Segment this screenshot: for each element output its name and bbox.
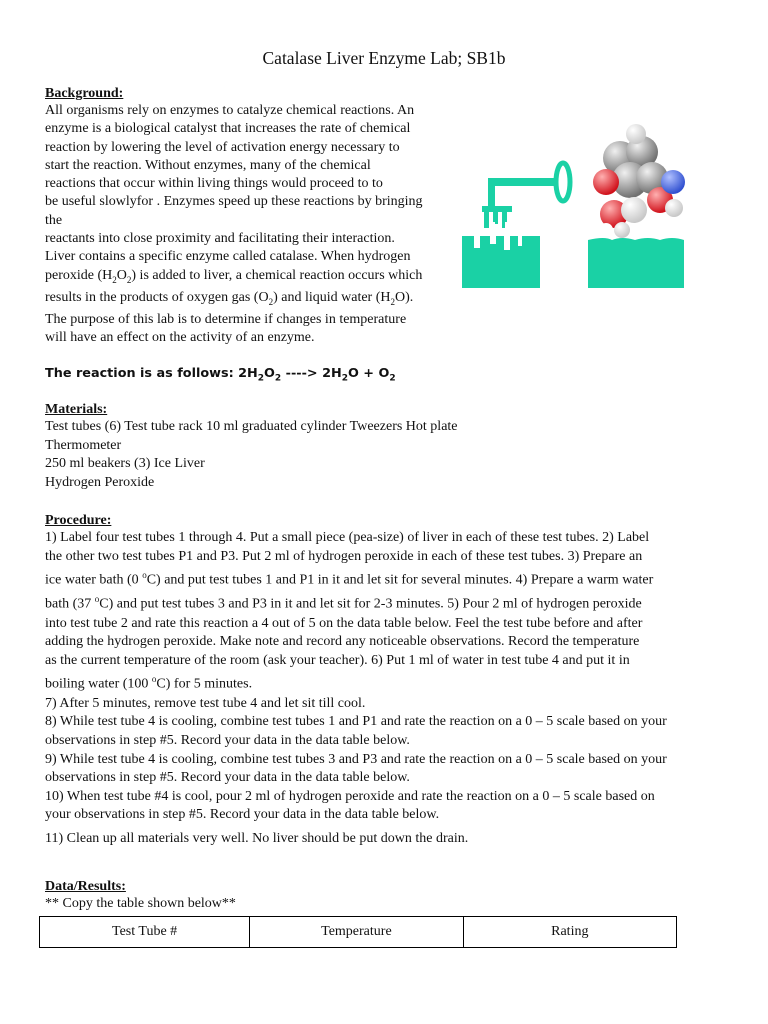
- background-line: be useful slowlyfor . Enzymes speed up these reactions by bringing: [45, 194, 423, 210]
- procedure-line: 8) While test tube 4 is cooling, combine test tubes 1 and P1 and rate the reaction on a 0 – 5 scale based on your: [45, 714, 667, 730]
- enzyme-key-illustration: [460, 118, 686, 296]
- molecule-icon: [593, 124, 685, 238]
- page-title: Catalase Liver Enzyme Lab; SB1b: [262, 48, 506, 68]
- procedure-line: 1) Label four test tubes 1 through 4. Put a small piece (pea-size) of liver in each of these test tubes. 2) Label: [45, 530, 650, 545]
- procedure-line: your observations in step #5. Record your data in the data table below.: [45, 807, 440, 823]
- background-line: Liver contains a specific enzyme called catalase. When hydrogen: [45, 249, 411, 265]
- materials-line: 250 ml beakers (3) Ice Liver: [45, 456, 205, 472]
- procedure-line: observations in step #5. Record your data in the data table below.: [45, 770, 410, 786]
- background-line-h2o2: peroxide $(H_2O_2)$ is added to liver, a chemical reaction occurs which: [45, 267, 423, 285]
- background-section: [45, 86, 460, 347]
- materials-heading: Materials:: [45, 402, 108, 417]
- enzyme-block-left: [462, 222, 540, 288]
- data-section: [45, 879, 236, 914]
- procedure-line: ice water bath (0 $^o$C) and put test tubes 1 and P1 in it and let sit for several minutes. 4) Prepare a warm water: [45, 570, 654, 588]
- data-heading: Data/Results:: [45, 879, 126, 894]
- reaction-equation: The reaction is as follows: $2H_2O_2$ ----> $2H_2O + O_2$: [45, 366, 396, 384]
- background-heading: Background:: [45, 86, 124, 101]
- procedure-line: 11) Clean up all materials very well. No liver should be put down the drain.: [45, 830, 469, 846]
- procedure-line: into test tube 2 and rate this reaction a 4 out of 5 on the data table below. Feel the test tube before and after: [45, 615, 643, 631]
- procedure-line: as the current temperature of the room (ask your teacher). 6) Put 1 ml of water in test tube 4 and put it in: [45, 652, 630, 668]
- procedure-line: 10) When test tube #4 is cool, pour 2 ml of hydrogen peroxide and rate the reaction on a 0 – 5 scale based on: [45, 788, 655, 804]
- materials-line: Thermometer: [45, 437, 122, 453]
- procedure-section: [45, 513, 745, 848]
- background-line: reaction by lowering the level of activation energy necessary to: [45, 139, 400, 155]
- procedure-line: bath (37 $^o$C) and put test tubes 3 and P3 in it and let sit for 2-3 minutes. 5) Pour 2 ml of hydrogen peroxide: [45, 594, 642, 613]
- materials-section: [45, 402, 458, 492]
- data-note: ** Copy the table shown below**: [45, 896, 236, 911]
- column-header: Rating: [463, 917, 676, 948]
- background-line: enzyme is a biological catalyst that increases the rate of chemical: [45, 121, 411, 137]
- procedure-line: 7) After 5 minutes, remove test tube 4 and let sit till cool.: [45, 695, 366, 711]
- background-line: reactants into close proximity and facilitating their interaction.: [45, 231, 395, 247]
- column-header: Test Tube #: [40, 917, 250, 948]
- background-line: The purpose of this lab is to determine if changes in temperature: [45, 311, 407, 327]
- background-line: reactions that occur within living things would proceed to to: [45, 176, 383, 192]
- procedure-line: observations in step #5. Record your data in the data table below.: [45, 732, 410, 748]
- materials-line: Test tubes (6) Test tube rack 10 ml graduated cylinder Tweezers Hot plate: [45, 419, 458, 434]
- enzyme-block-right: [588, 238, 684, 288]
- procedure-heading: Procedure:: [45, 513, 112, 528]
- data-table: [39, 916, 677, 948]
- column-header: Temperature: [250, 917, 463, 948]
- procedure-line: 9) While test tube 4 is cooling, combine test tubes 3 and P3 and rate the reaction on a 0 – 5 scale based on your: [45, 751, 667, 767]
- procedure-line: adding the hydrogen peroxide. Make note and record any noticeable observations. Record the temperature: [45, 634, 640, 650]
- background-line: the: [45, 212, 63, 228]
- background-line: will have an effect on the activity of an enzyme.: [45, 330, 315, 346]
- key-icon: [482, 163, 570, 228]
- materials-line: Hydrogen Peroxide: [45, 474, 155, 490]
- background-line: start the reaction. Without enzymes, many of the chemical: [45, 157, 371, 173]
- procedure-line: boiling water (100 $^o$C) for 5 minutes.: [45, 674, 253, 693]
- procedure-line: the other two test tubes P1 and P3. Put 2 ml of hydrogen peroxide in each of these test tubes. 3) Prepare an: [45, 548, 643, 564]
- background-line: All organisms rely on enzymes to catalyze chemical reactions. An: [45, 103, 415, 118]
- background-line-products: results in the products of oxygen gas $(O_2)$ and liquid water $(H_2O)$.: [45, 289, 414, 307]
- table-header-row: [40, 917, 677, 948]
